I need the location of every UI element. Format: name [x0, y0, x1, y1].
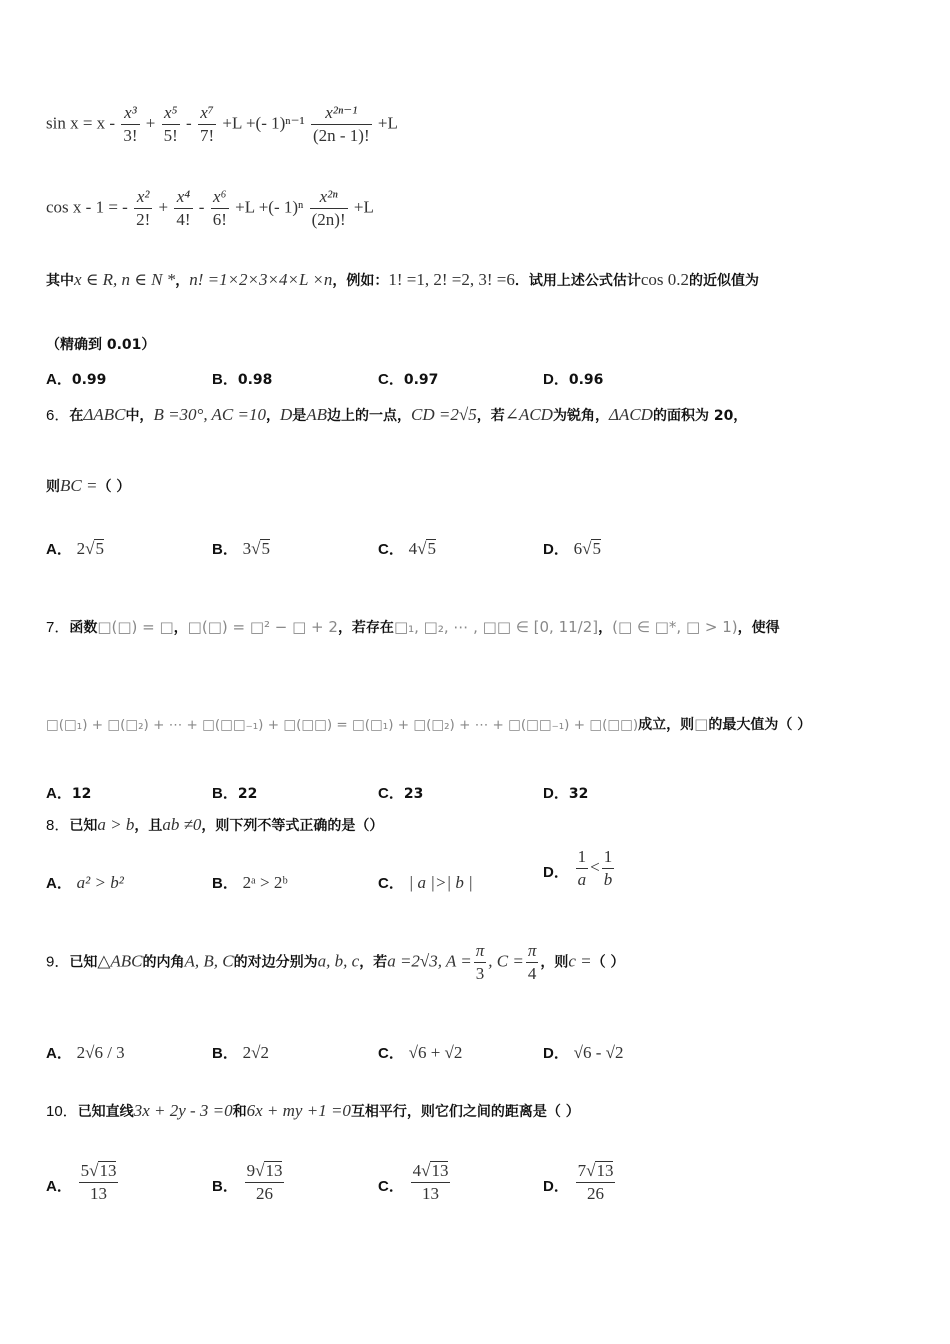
frac-coef: 5 [80, 1161, 90, 1180]
q5-statement [46, 270, 759, 290]
q7-option-c[interactable] [378, 782, 423, 803]
q7-text: ， [173, 620, 188, 636]
sqrt-icon: √ [85, 539, 95, 558]
q6-text: （ ） [97, 479, 131, 495]
sqrt-icon: √ [421, 1161, 431, 1180]
q6-text: ，若 [476, 408, 505, 424]
q9-math: , C = [488, 951, 524, 971]
frac-num: x⁷ [198, 102, 216, 125]
frac-num: x⁶ [211, 186, 229, 209]
q8-text: 已知 [69, 818, 98, 834]
q10-option-c[interactable] [378, 1160, 452, 1205]
q9-math: a =2√3, A = [387, 951, 472, 971]
option-label: D． [543, 541, 569, 558]
q5-task: ．试用上述公式估计 [514, 273, 641, 289]
frac-coef: 7 [577, 1161, 587, 1180]
option-radicand: 5 [95, 539, 104, 558]
frac-den: (2n)! [311, 210, 346, 229]
q7-text: 的最大值为（ ） [708, 717, 812, 733]
option-label: B． [212, 875, 238, 892]
formula-cos-tail1: +L +(- 1)ⁿ [235, 197, 304, 217]
q5-factorial: n! =1×2×3×4×L ×n [189, 270, 333, 289]
option-label: C． [378, 1177, 404, 1195]
frac-num: x²ⁿ [310, 186, 348, 209]
q10-text: 已知直线 [77, 1104, 134, 1120]
frac-den: a [577, 870, 587, 889]
option-label: C． [378, 785, 404, 802]
option-coef: 3 [242, 539, 252, 558]
q9-option-b[interactable] [212, 1042, 269, 1063]
option-label: C． [378, 1045, 404, 1062]
frac-num: π [526, 940, 539, 963]
q7-statement-line2 [46, 714, 811, 734]
option-value: 2√6 / 3 [76, 1043, 125, 1062]
q10-text: 互相平行，则它们之间的距离是（ ） [350, 1104, 580, 1120]
question-number: 9． [46, 953, 70, 971]
option-radicand: 5 [261, 539, 270, 558]
frac-den: 3 [475, 964, 485, 983]
q6-math: B =30°, AC =10 [153, 405, 266, 424]
formula-sin [46, 102, 398, 147]
option-label: C． [378, 371, 404, 388]
frac-radicand: 13 [265, 1161, 283, 1180]
q6-math: BC = [60, 476, 98, 495]
q10-statement [46, 1100, 580, 1121]
option-label: C． [378, 875, 404, 892]
q5-end: 的近似值为 [689, 273, 759, 289]
option-label: D． [543, 371, 569, 388]
option-value: 23 [403, 786, 424, 802]
option-label: C． [378, 541, 404, 558]
option-value: 2√2 [242, 1043, 269, 1062]
question-number: 8． [46, 817, 70, 834]
q7-statement [46, 616, 780, 637]
q5-option-d[interactable] [543, 368, 603, 389]
option-value: 0.98 [237, 372, 273, 388]
q5-target: cos 0.2 [640, 270, 689, 289]
option-label: D． [543, 863, 569, 881]
q9-text: ，若 [359, 954, 388, 971]
q5-option-a[interactable] [46, 368, 106, 389]
formula-sin-term3 [198, 102, 216, 147]
frac-den: 26 [256, 1184, 274, 1203]
formula-sin-term1 [121, 102, 139, 147]
q6-text: 的面积为 20， [652, 408, 748, 424]
frac-den: 26 [587, 1184, 605, 1203]
q10-option-b[interactable] [212, 1160, 286, 1205]
q6-text: 为锐角， [552, 408, 609, 424]
option-value: 0.99 [71, 372, 107, 388]
q8-text: ，且 [134, 818, 163, 834]
q9-statement [46, 940, 625, 985]
q6-text: 边上的一点， [327, 408, 412, 424]
option-value: 22 [237, 786, 258, 802]
q6-math: ΔACD [608, 405, 653, 424]
option-value: 0.96 [568, 372, 604, 388]
option-label: B． [212, 371, 238, 388]
frac-radicand: 13 [99, 1161, 117, 1180]
q7-text: 函数 [69, 620, 98, 636]
q5-option-c[interactable] [378, 368, 438, 389]
q5-precision: （精确到 0.01） [46, 337, 156, 353]
frac-den: 13 [90, 1184, 108, 1203]
option-value: | a |>| b | [408, 873, 473, 892]
q7-text: 成立，则 [638, 717, 695, 733]
q10-math: 3x + 2y - 3 =0 [133, 1101, 233, 1120]
q8-math: a > b [97, 815, 135, 834]
q7-text: ，使得 [737, 620, 780, 636]
frac-num: 1 [576, 846, 589, 869]
frac [411, 1160, 451, 1205]
q6-math: ∠ACD [504, 405, 553, 424]
frac-den: 3! [123, 126, 138, 145]
q9-option-c[interactable] [378, 1042, 462, 1063]
q5-condition: x ∈ R, n ∈ N * [74, 270, 176, 289]
formula-sin-tail2: +L [377, 113, 398, 133]
frac [79, 1160, 119, 1205]
option-value: 32 [568, 786, 589, 802]
q6-math: CD =2√5 [411, 405, 477, 424]
option-label: A． [46, 875, 72, 892]
q8-math: ab ≠0 [162, 815, 202, 834]
q6-statement [46, 404, 747, 425]
operator: < [590, 857, 600, 877]
q5-example: 1! =1, 2! =2, 3! =6 [388, 270, 515, 289]
q8-statement [46, 814, 383, 835]
q9-math: A, B, C [184, 951, 234, 971]
frac [602, 846, 615, 891]
q6-option-c[interactable] [378, 538, 436, 559]
q9-text: 的内角 [142, 954, 185, 971]
frac-num: x³ [121, 102, 139, 125]
q7-text: ，若存在 [337, 620, 394, 636]
q8-option-b[interactable] [212, 872, 288, 893]
option-label: D． [543, 785, 569, 802]
option-coef: 2 [76, 539, 86, 558]
option-label: B． [212, 785, 238, 802]
q6-option-d[interactable] [543, 538, 601, 559]
q7-math: □(□₁) + □(□₂) + ⋯ + □(□□₋₁) + □(□□) = □(□₁) + □(□₂) + ⋯ + □(□□₋₁) + □(□□) [46, 717, 639, 733]
q6-text: ， [265, 408, 280, 424]
frac-num: x⁵ [162, 102, 180, 125]
frac-num: π [474, 940, 487, 963]
frac-den: 7! [199, 126, 215, 145]
option-value: √6 + √2 [408, 1043, 463, 1062]
frac-den: 2! [136, 210, 151, 229]
option-label: A． [46, 371, 72, 388]
q7-option-d[interactable] [543, 782, 588, 803]
sqrt-icon: √ [417, 539, 427, 558]
option-label: A． [46, 1177, 72, 1195]
q6-text: 是 [292, 408, 307, 424]
formula-cos [46, 186, 374, 231]
option-value: √6 - √2 [573, 1043, 624, 1062]
question-number: 10． [46, 1103, 78, 1120]
option-radicand: 5 [592, 539, 601, 558]
frac-den: (2n - 1)! [312, 126, 370, 145]
formula-sin-term4 [311, 102, 372, 147]
formula-cos-term3 [211, 186, 229, 231]
formula-sin-tail1: +L +(- 1)ⁿ⁻¹ [222, 113, 305, 133]
frac-den: b [603, 870, 613, 889]
option-coef: 6 [573, 539, 583, 558]
q6-text: 在 [69, 408, 84, 424]
question-number: 6． [46, 407, 70, 424]
q7-math: □(□) = □ [97, 618, 174, 636]
q7-math: □ [694, 715, 709, 733]
q10-option-a[interactable] [46, 1160, 120, 1205]
q6-option-a[interactable] [46, 538, 104, 559]
frac-den: 13 [422, 1184, 440, 1203]
operator: + [145, 113, 156, 133]
q9-text: 已知 [69, 954, 98, 971]
frac-den: 5! [163, 126, 178, 145]
q9-math: △ABC [97, 951, 143, 971]
q8-option-a[interactable] [46, 872, 124, 893]
frac-radicand: 13 [431, 1161, 449, 1180]
sqrt-icon: √ [582, 539, 592, 558]
q6-math: ΔABC [83, 405, 126, 424]
q9-math: a, b, c [317, 951, 360, 971]
formula-cos-term2 [174, 186, 192, 231]
q9-math: c = [568, 951, 592, 971]
q5-comma: ， [175, 273, 190, 289]
frac-radicand: 13 [596, 1161, 614, 1180]
formula-cos-lhs: cos x - 1 = - [46, 197, 128, 217]
option-label: D． [543, 1177, 569, 1195]
sqrt-icon: √ [586, 1161, 596, 1180]
q6-statement-line2 [46, 476, 130, 496]
option-label: A． [46, 1045, 72, 1062]
frac-coef: 9 [246, 1161, 256, 1180]
frac [526, 940, 539, 985]
option-value: a² > b² [76, 873, 124, 892]
operator: - [198, 197, 205, 217]
option-label: B． [212, 541, 238, 558]
sqrt-icon: √ [251, 539, 261, 558]
q6-option-b[interactable] [212, 538, 270, 559]
frac [576, 846, 589, 891]
q8-option-c[interactable] [378, 872, 473, 893]
frac [474, 940, 487, 985]
frac-den: 4! [176, 210, 191, 229]
question-number: 7． [46, 619, 70, 636]
q9-text: （ ） [591, 954, 625, 971]
formula-sin-lhs: sin x = x - [46, 113, 116, 133]
q6-text: 则 [46, 479, 60, 495]
q7-option-a[interactable] [46, 782, 91, 803]
frac-den: 6! [212, 210, 227, 229]
q6-text: 中， [125, 408, 154, 424]
q6-math: AB [306, 405, 328, 424]
option-radicand: 5 [427, 539, 436, 558]
q7-option-b[interactable] [212, 782, 257, 803]
frac-coef: 4 [412, 1161, 422, 1180]
q7-math: □₁, □₂, ⋯ , □□ ∈ [0, 11/2] [393, 618, 599, 636]
option-label: A． [46, 541, 72, 558]
q10-text: 和 [232, 1104, 247, 1120]
q9-text: 的对边分别为 [233, 954, 318, 971]
q5-example-label: ，例如： [332, 273, 389, 289]
frac-den: 4 [527, 964, 537, 983]
sqrt-icon: √ [255, 1161, 265, 1180]
formula-cos-term1 [134, 186, 152, 231]
frac-num: x² [134, 186, 152, 209]
formula-sin-term2 [162, 102, 180, 147]
option-label: B． [212, 1177, 238, 1195]
frac-num: x⁴ [174, 186, 192, 209]
q7-math: (□ ∈ □*, □ > 1) [612, 618, 738, 636]
sqrt-icon: √ [89, 1161, 99, 1180]
q5-option-b[interactable] [212, 368, 272, 389]
option-value: 0.97 [403, 372, 439, 388]
q9-text: ，则 [540, 954, 569, 971]
q9-option-d[interactable] [543, 1042, 623, 1063]
option-label: D． [543, 1045, 569, 1062]
q8-option-d[interactable] [543, 846, 616, 891]
q7-math: □(□) = □² − □ + 2 [187, 618, 338, 636]
q8-text: ，则下列不等式正确的是（） [201, 818, 384, 834]
q10-option-d[interactable] [543, 1160, 617, 1205]
frac [245, 1160, 285, 1205]
option-coef: 4 [408, 539, 418, 558]
q7-text: ， [598, 620, 613, 636]
formula-cos-tail2: +L [353, 197, 374, 217]
operator: + [158, 197, 169, 217]
formula-cos-term4 [310, 186, 348, 231]
operator: - [186, 113, 192, 133]
option-value: 2ᵃ > 2ᵇ [242, 873, 288, 892]
q10-math: 6x + my +1 =0 [246, 1101, 351, 1120]
q5-intro: 其中 [46, 273, 74, 289]
frac-num: x²ⁿ⁻¹ [311, 102, 372, 125]
frac [576, 1160, 616, 1205]
q6-math: D [279, 405, 293, 424]
option-value: 12 [71, 786, 92, 802]
q9-option-a[interactable] [46, 1042, 125, 1063]
option-label: B． [212, 1045, 238, 1062]
frac-num: 1 [602, 846, 615, 869]
option-label: A． [46, 785, 72, 802]
